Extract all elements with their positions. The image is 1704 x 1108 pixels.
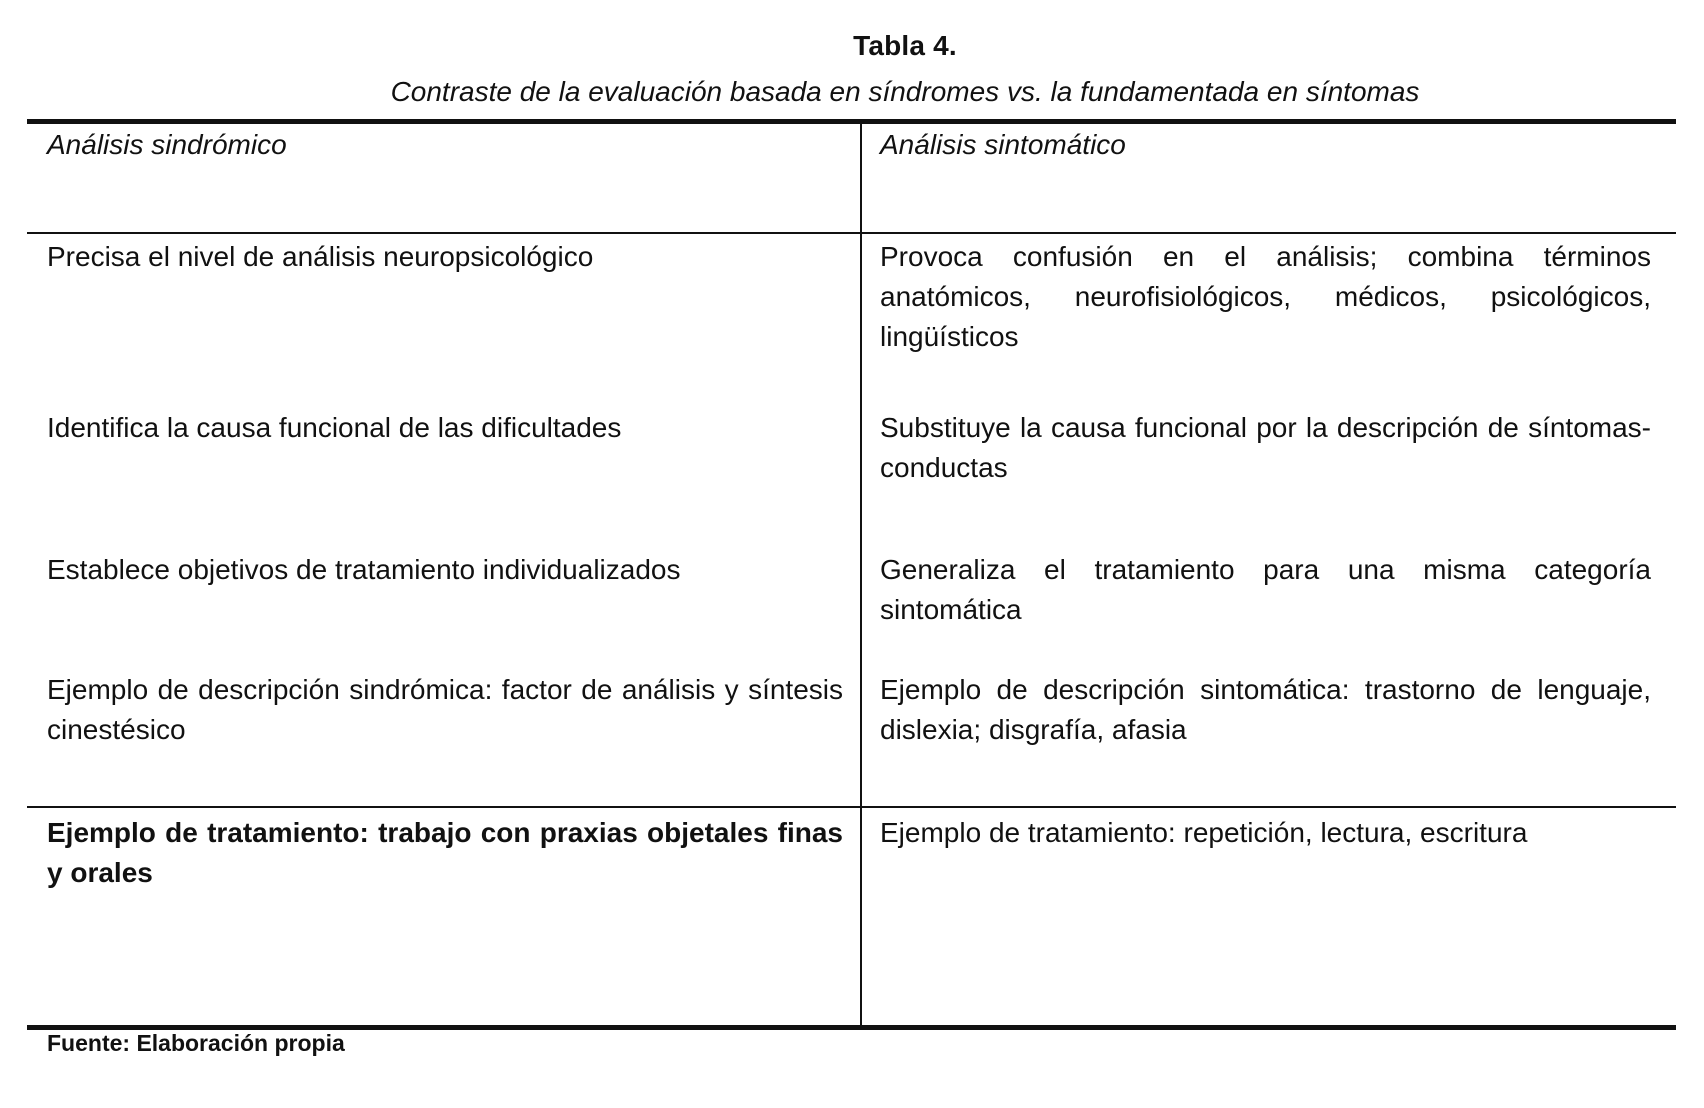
table-cell-left: Identifica la causa funcional de las dificultades <box>47 412 622 443</box>
header-divider <box>27 232 1676 234</box>
table-cell-left: Ejemplo de tratamiento: trabajo con praxias objetales finas y orales <box>47 817 843 888</box>
table-cell-right: Ejemplo de descripción sintomática: trastorno de lenguaje, dislexia; disgrafía, afasia <box>880 674 1651 745</box>
row-divider <box>27 806 1676 808</box>
table-cell-right: Provoca confusión en el análisis; combina términos anatómicos, neurofisiológicos, médicos, psicológicos, lingüísticos <box>880 241 1651 352</box>
comparison-table <box>27 119 1676 1030</box>
header-cell-sindromico: Análisis sindrómico <box>47 129 287 160</box>
table-source-note: Fuente: Elaboración propia <box>47 1030 345 1056</box>
table-number: Tabla 4. <box>853 30 957 61</box>
table-cell-right: Ejemplo de tratamiento: repetición, lectura, escritura <box>880 817 1528 848</box>
table-cell-left: Precisa el nivel de análisis neuropsicológico <box>47 241 594 272</box>
table-caption: Contraste de la evaluación basada en síndromes vs. la fundamentada en síntomas <box>390 76 1420 107</box>
table-cell-right: Substituye la causa funcional por la descripción de síntomas-conductas <box>880 412 1651 483</box>
table-cell-left: Ejemplo de descripción sindrómica: factor de análisis y síntesis cinestésico <box>47 674 843 745</box>
header-cell-sintomatico: Análisis sintomático <box>880 129 1126 160</box>
table-top-rule <box>27 119 1676 124</box>
table-cell-right: Generaliza el tratamiento para una misma categoría sintomática <box>880 554 1651 625</box>
column-divider <box>860 119 862 1030</box>
table-cell-left: Establece objetivos de tratamiento individualizados <box>47 554 681 585</box>
